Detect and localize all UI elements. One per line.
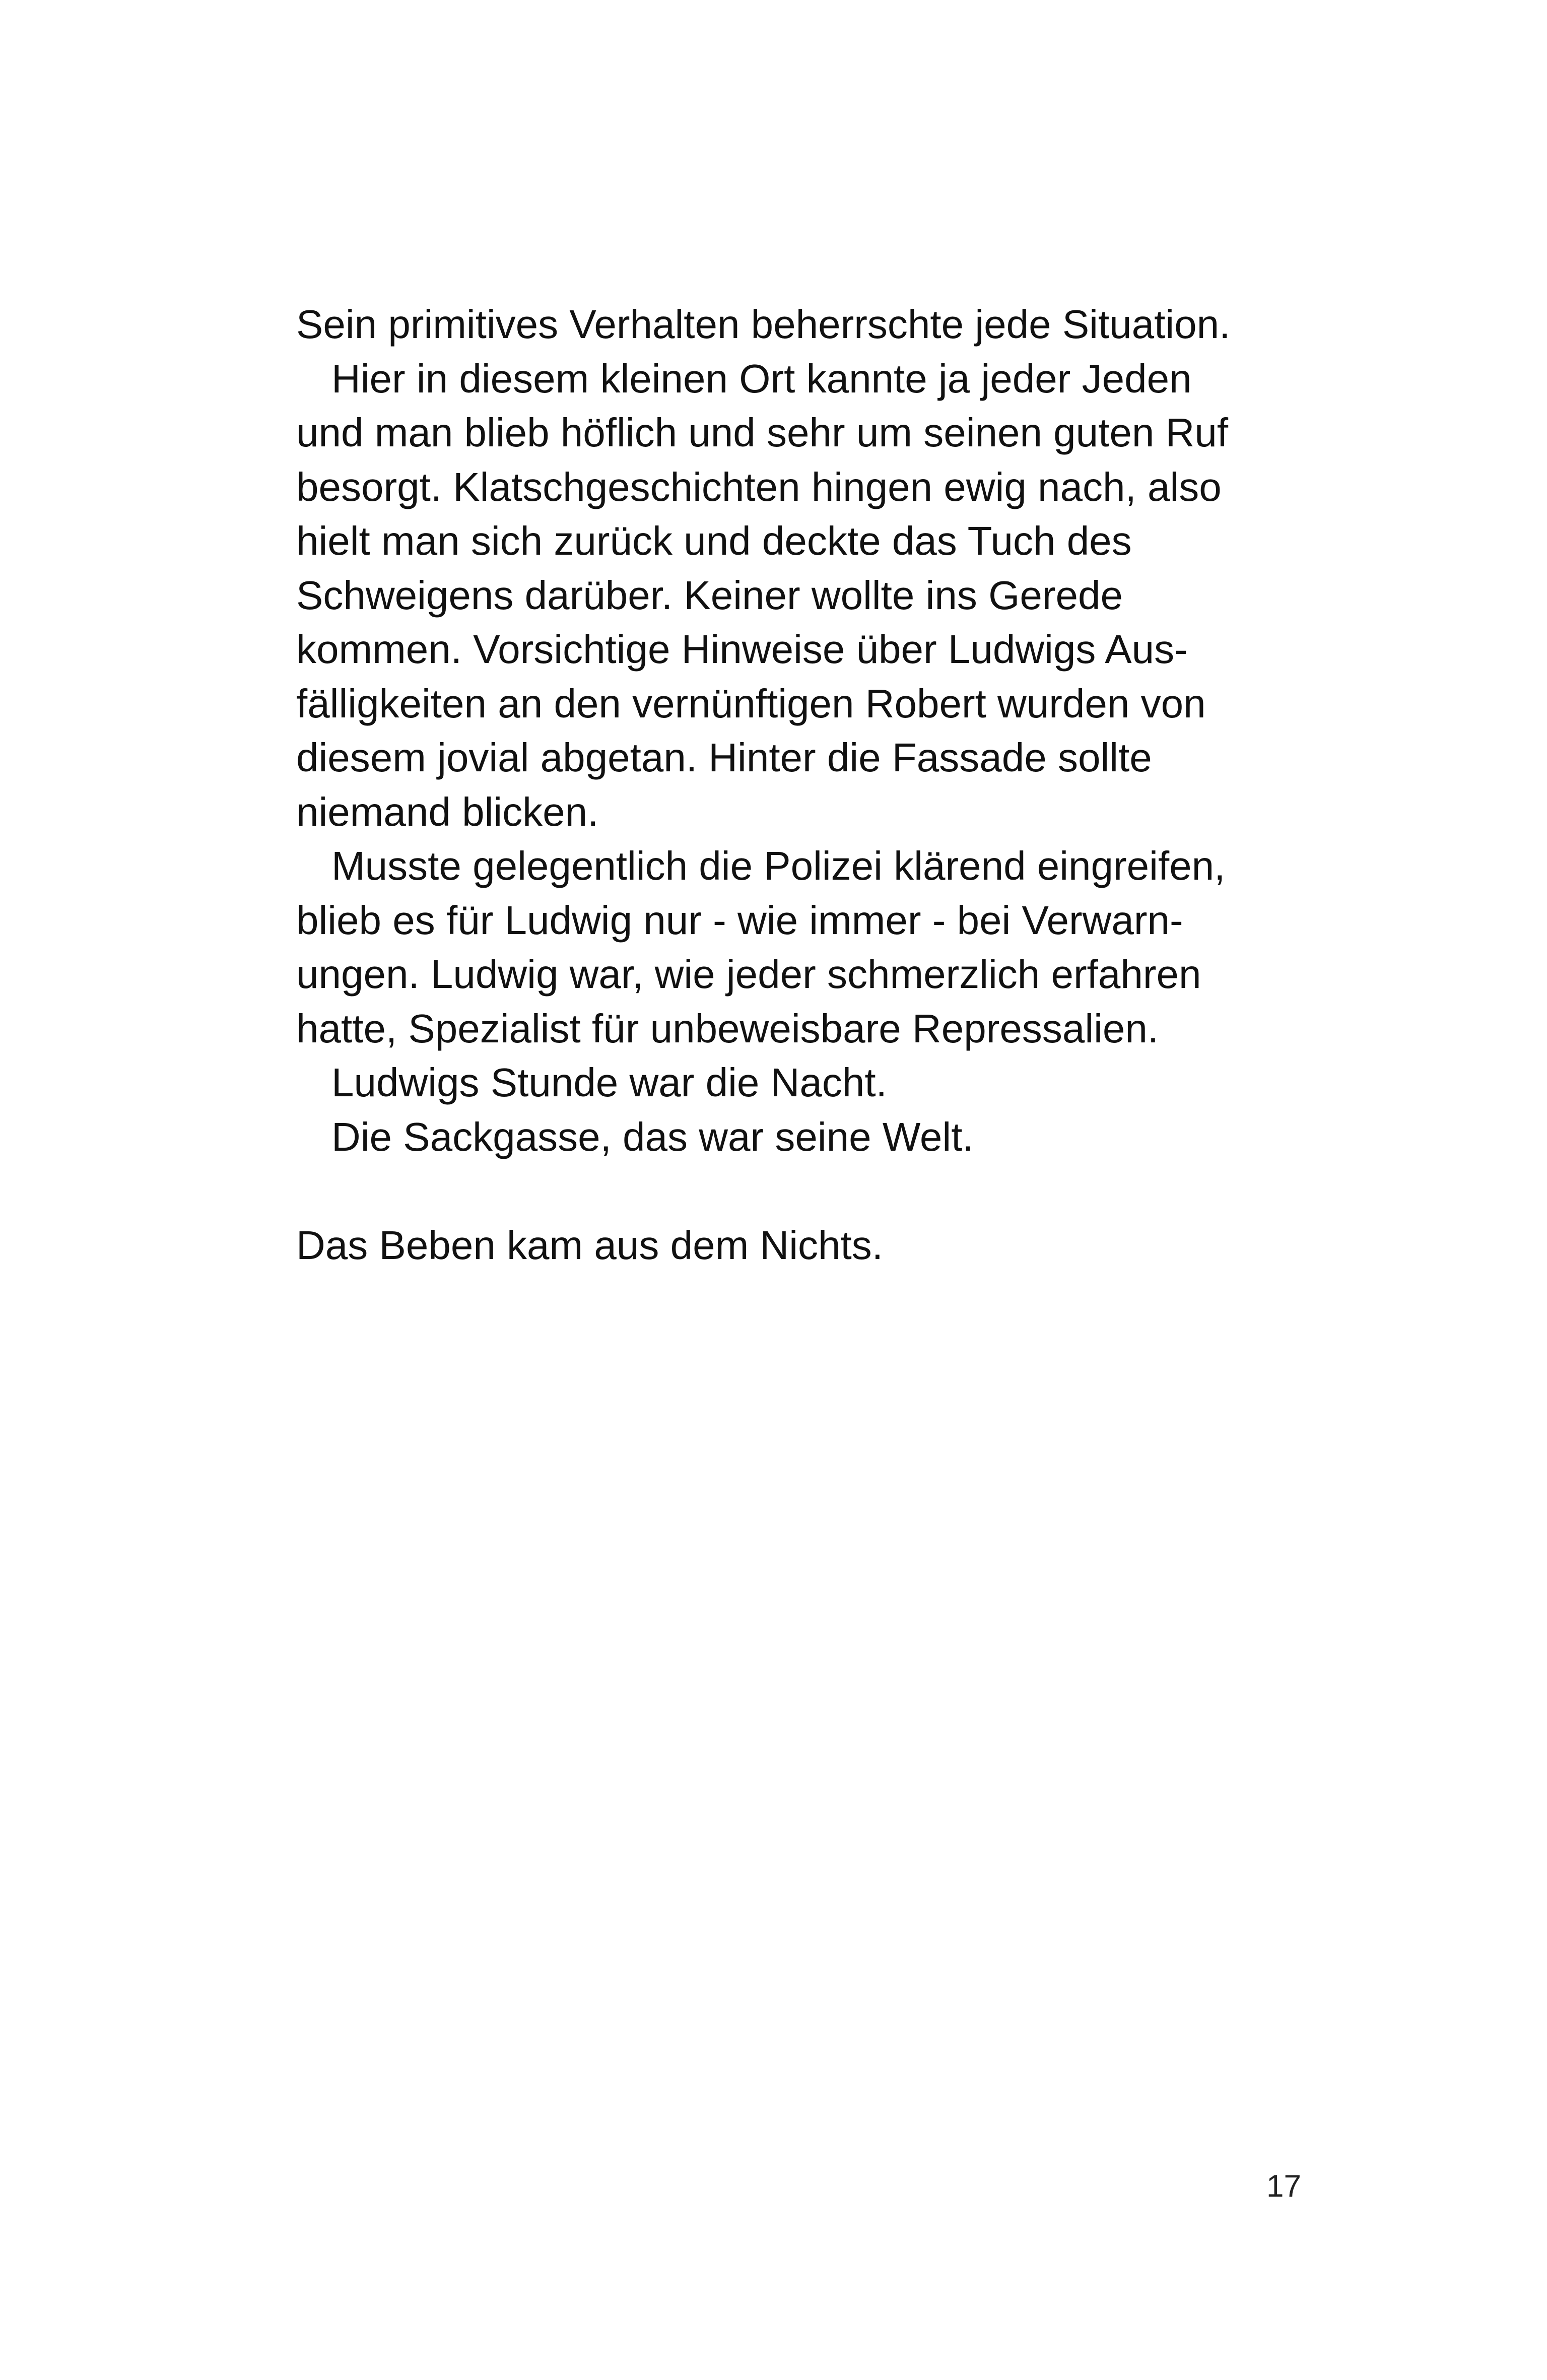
text-line: Schweigens darüber. Keiner wollte ins Gerede xyxy=(296,572,1123,618)
text-line: Musste gelegentlich die Polizei klärend eingreifen, xyxy=(331,843,1226,888)
text-line: diesem jovial abgetan. Hinter die Fassade sollte xyxy=(296,735,1152,780)
text-line: ungen. Ludwig war, wie jeder schmerzlich erfahren xyxy=(296,952,1201,997)
text-line: hatte, Spezialist für unbeweisbare Repressalien. xyxy=(296,1006,1159,1051)
text-line: kommen. Vorsichtige Hinweise über Ludwigs Aus- xyxy=(296,627,1188,672)
text-line: Das Beben kam aus dem Nichts. xyxy=(296,1222,883,1268)
text-line: hielt man sich zurück und deckte das Tuch des xyxy=(296,518,1132,563)
text-line: Die Sackgasse, das war seine Welt. xyxy=(331,1114,974,1159)
body-text xyxy=(296,297,1304,1272)
text-line: fälligkeiten an den vernünftigen Robert wurden von xyxy=(296,681,1206,726)
text-line: Hier in diesem kleinen Ort kannte ja jeder Jeden xyxy=(331,356,1192,401)
text-line: besorgt. Klatschgeschichten hingen ewig nach, also xyxy=(296,464,1222,509)
text-line: niemand blicken. xyxy=(296,789,599,834)
text-line: Sein primitives Verhalten beherrschte jede Situation. xyxy=(296,302,1231,347)
paragraph-break xyxy=(296,1164,1304,1218)
text-line: Ludwigs Stunde war die Nacht. xyxy=(331,1060,887,1105)
text-line: blieb es für Ludwig nur - wie immer - bei Verwarn- xyxy=(296,897,1183,943)
page-number: 17 xyxy=(1266,2169,1301,2204)
text-line: und man blieb höflich und sehr um seinen guten Ruf xyxy=(296,410,1229,455)
